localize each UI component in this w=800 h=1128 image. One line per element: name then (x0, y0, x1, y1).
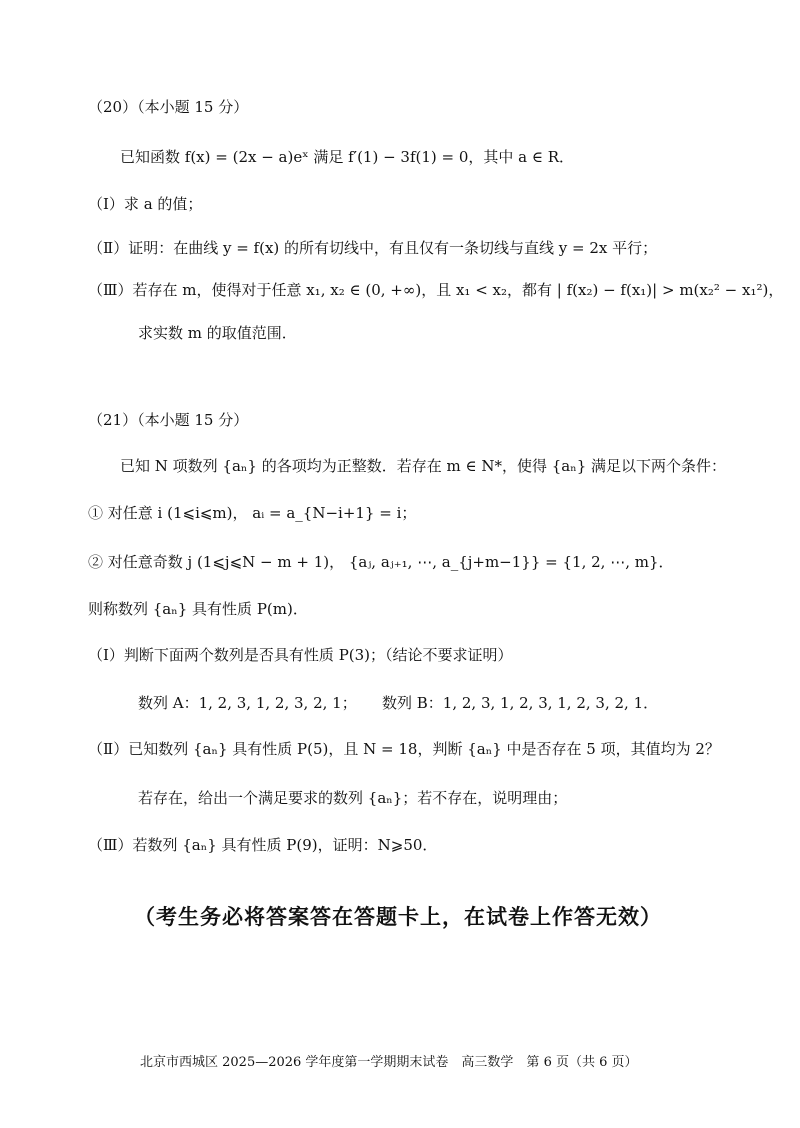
q21-condition-1: ① 对任意 i (1⩽i⩽m)， aᵢ = a_{N−i+1} = i； (88, 504, 417, 522)
q21-header: （21）（本小题 15 分） (88, 411, 249, 429)
q21-part2-line1: （Ⅱ）已知数列 {aₙ} 具有性质 P(5)，且 N = 18，判断 {aₙ} 中是否存在 5 项，其值均为 2？ (88, 740, 720, 758)
q21-definition: 则称数列 {aₙ} 具有性质 P(m)． (88, 600, 308, 618)
q21-stem: 已知 N 项数列 {aₙ} 的各项均为正整数．若存在 m ∈ N*，使得 {aₙ} 满足以下两个条件： (120, 457, 727, 475)
q21-condition-2: ② 对任意奇数 j (1⩽j⩽N − m + 1)， {aⱼ, aⱼ₊₁, ⋯, a_{j+m−1}} = {1, 2, ⋯, m}． (88, 553, 674, 571)
q20-part3-line2: 求实数 m 的取值范围． (138, 324, 297, 342)
q20-stem: 已知函数 f(x) = (2x − a)eˣ 满足 f′(1) − 3f(1) = 0，其中 a ∈ R． (120, 148, 575, 166)
q20-part1: （Ⅰ）求 a 的值； (88, 195, 203, 213)
q21-sequence-a: 数列 A：1, 2, 3, 1, 2, 3, 2, 1； (138, 694, 357, 712)
q20-header: （20）（本小题 15 分） (88, 98, 249, 116)
page-footer: 北京市西城区 2025—2026 学年度第一学期期末试卷 高三数学 第 6 页（共 6 页） (140, 1055, 638, 1070)
q20-part3-line1: （Ⅲ）若存在 m，使得对于任意 x₁, x₂ ∈ (0, +∞)，且 x₁ < x₂，都有 | f(x₂) − f(x₁)| > m(x₂² − x₁²)， (88, 281, 784, 299)
q21-sequence-b: 数列 B：1, 2, 3, 1, 2, 3, 1, 2, 3, 2, 1． (382, 694, 659, 712)
q21-part3: （Ⅲ）若数列 {aₙ} 具有性质 P(9)，证明：N⩾50． (88, 836, 438, 854)
q21-part2-line2: 若存在，给出一个满足要求的数列 {aₙ}；若不存在，说明理由； (138, 789, 568, 807)
q21-part1: （Ⅰ）判断下面两个数列是否具有性质 P(3)；（结论不要求证明） (88, 646, 513, 664)
exam-notice: （考生务必将答案答在答题卡上，在试卷上作答无效） (134, 904, 662, 929)
q20-part2: （Ⅱ）证明：在曲线 y = f(x) 的所有切线中，有且仅有一条切线与直线 y = 2x 平行； (88, 239, 658, 257)
